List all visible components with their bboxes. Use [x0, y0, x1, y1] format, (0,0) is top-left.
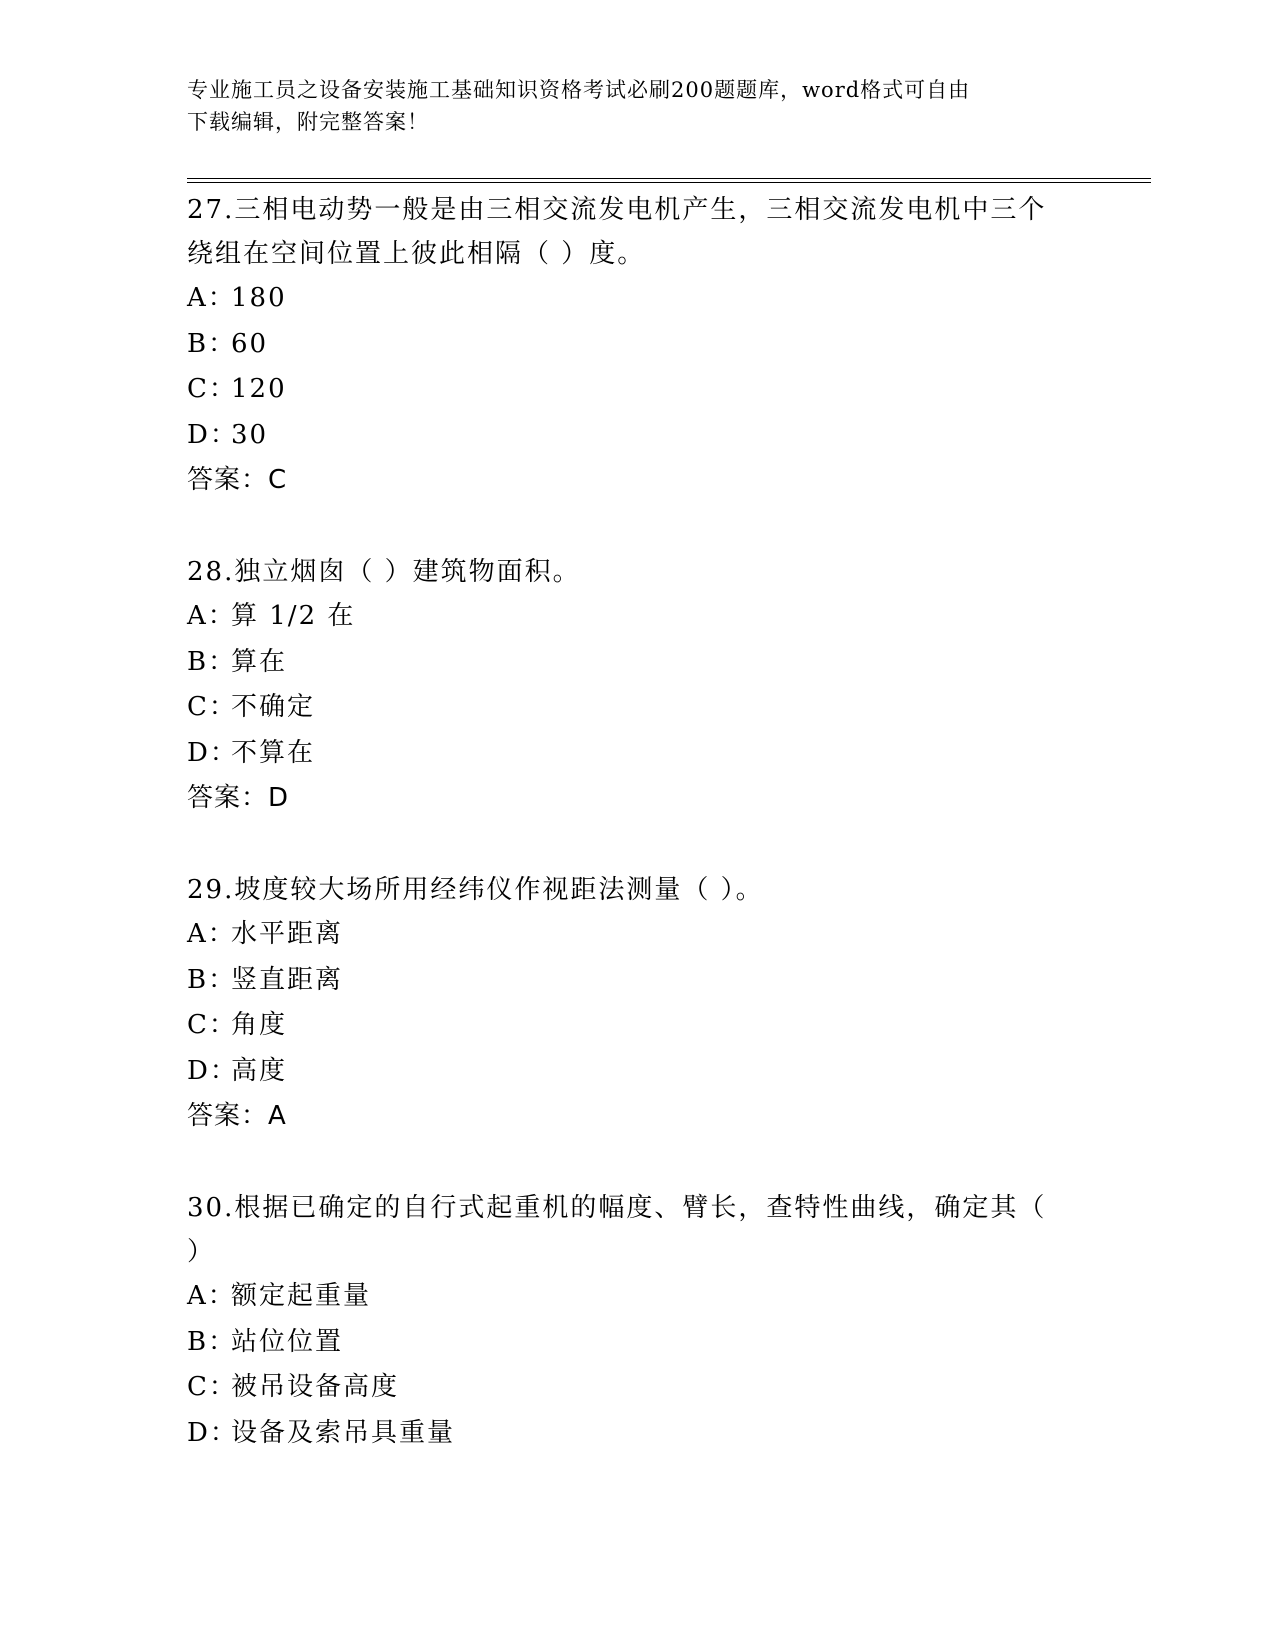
option-text: 设备及索吊具重量 [231, 1417, 456, 1448]
question-stem-line: 绕组在空间位置上彼此相隔（ ）度。 [187, 239, 646, 269]
option-c [187, 685, 1067, 731]
option-text: 120 [231, 374, 287, 404]
option-c [187, 1365, 1067, 1411]
option-b [187, 640, 1067, 686]
option-b [187, 958, 1067, 1004]
question-stem-line: 29.坡度较大场所用经纬仪作视距法测量（ ）。 [187, 875, 764, 905]
answer-line: 答案：A [187, 1101, 287, 1131]
question-28 [187, 550, 1067, 820]
option-d [187, 731, 1067, 777]
option-text: 算在 [231, 646, 288, 677]
option-key: B： [187, 328, 237, 359]
option-d [187, 1049, 1067, 1095]
document-header [187, 74, 1067, 138]
option-key: B： [187, 964, 237, 995]
option-text: 高度 [231, 1055, 288, 1086]
option-key: C： [187, 374, 237, 404]
option-d [187, 413, 1067, 459]
header-divider [187, 178, 1151, 179]
question-stem-line: 30.根据已确定的自行式起重机的幅度、臂长，查特性曲线，确定其（ [187, 1193, 1047, 1223]
answer-line: 答案：D [187, 783, 290, 813]
option-text: 30 [231, 419, 269, 450]
question-29 [187, 868, 1067, 1138]
option-key: D： [187, 1055, 238, 1086]
option-key: C： [187, 1010, 237, 1040]
option-key: B： [187, 1326, 237, 1357]
option-key: D： [187, 1417, 238, 1448]
option-text: 水平距离 [231, 919, 344, 949]
option-a [187, 912, 1067, 958]
option-d [187, 1411, 1067, 1457]
option-b [187, 322, 1067, 368]
question-stem-line: 27.三相电动势一般是由三相交流发电机产生，三相交流发电机中三个 [187, 195, 1047, 225]
option-text: 站位位置 [231, 1326, 344, 1357]
header-line: 下载编辑，附完整答案！ [187, 110, 429, 134]
header-line: 专业施工员之设备安装施工基础知识资格考试必刷200题题库，word格式可自由 [187, 78, 971, 102]
option-key: A： [187, 919, 236, 949]
option-a [187, 594, 1067, 640]
option-key: A： [187, 283, 236, 313]
option-text: 被吊设备高度 [231, 1372, 400, 1402]
option-text: 额定起重量 [231, 1281, 372, 1311]
option-a [187, 276, 1067, 322]
question-stem-line: ） [187, 1237, 216, 1267]
option-c [187, 367, 1067, 413]
option-text: 60 [231, 328, 269, 359]
option-text: 不确定 [231, 692, 316, 722]
question-stem-line: 28.独立烟囱（ ）建筑物面积。 [187, 557, 581, 587]
option-c [187, 1003, 1067, 1049]
option-text: 180 [231, 283, 287, 313]
option-key: A： [187, 1281, 236, 1311]
option-key: B： [187, 646, 237, 677]
option-key: C： [187, 1372, 237, 1402]
option-key: D： [187, 419, 238, 450]
header-divider [187, 182, 1151, 183]
option-key: A： [187, 601, 236, 631]
option-key: D： [187, 737, 238, 768]
option-a [187, 1274, 1067, 1320]
answer-line: 答案：C [187, 465, 288, 495]
option-text: 竖直距离 [231, 964, 344, 995]
option-text: 算 1/2 在 [231, 601, 356, 631]
question-27 [187, 188, 1067, 502]
option-text: 角度 [231, 1010, 288, 1040]
option-text: 不算在 [231, 737, 316, 768]
option-key: C： [187, 692, 237, 722]
question-30 [187, 1186, 1067, 1456]
option-b [187, 1320, 1067, 1366]
